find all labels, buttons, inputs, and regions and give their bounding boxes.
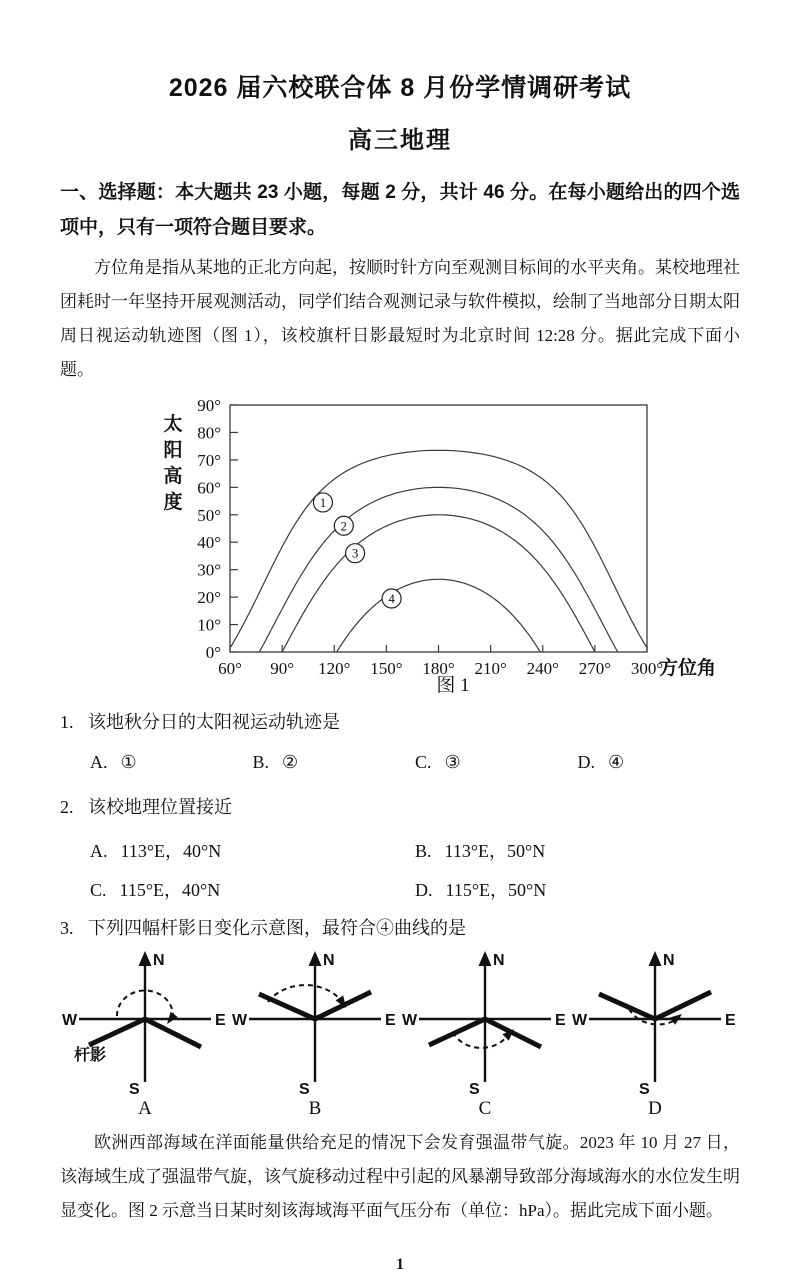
x-tick-label: 120° <box>318 659 351 678</box>
x-tick-label: 150° <box>370 659 403 678</box>
pole-shadow-option-letter-A: A <box>138 1098 152 1119</box>
pole-shadow-diagram-B <box>230 946 400 1098</box>
label-south: S <box>299 1081 310 1098</box>
option-label: B. <box>415 841 432 861</box>
question-2-option-A <box>90 837 415 863</box>
option-text: 113°E，40°N <box>120 841 222 861</box>
label-north: N <box>663 952 675 969</box>
x-tick-label: 240° <box>526 659 559 678</box>
question-2-option-B <box>415 837 740 863</box>
shadow-line-left <box>429 1019 485 1045</box>
y-tick-label: 80° <box>197 423 221 443</box>
y-tick-label: 90° <box>197 398 221 415</box>
curve-marker-number-1: 1 <box>319 494 327 510</box>
label-south: S <box>639 1081 650 1098</box>
pole-shadow-diagram-C <box>400 946 570 1098</box>
question-2-option-C <box>90 876 415 902</box>
pole-shadow-option-letter-C: C <box>478 1098 492 1119</box>
question-1-options-row <box>60 752 740 773</box>
question-1-option-B <box>253 752 416 773</box>
figure-1 <box>60 398 740 696</box>
figure-1-caption: 图 1 <box>436 675 470 696</box>
x-tick-label: 270° <box>578 659 612 678</box>
curve-marker-number-4: 4 <box>388 590 395 606</box>
curve-marker-number-3: 3 <box>351 545 359 561</box>
y-tick-label: 30° <box>197 560 221 580</box>
curve-marker-number-2: 2 <box>340 518 348 534</box>
label-east: E <box>385 1012 396 1029</box>
sun-path-curve-4 <box>337 579 541 652</box>
page-number: 1 <box>396 1256 404 1273</box>
label-west: W <box>232 1012 248 1029</box>
option-label: C. <box>90 880 107 900</box>
option-text: ② <box>282 752 299 772</box>
shadow-line-left <box>599 994 655 1019</box>
north-arrow <box>139 951 152 966</box>
label-south: S <box>129 1081 140 1098</box>
north-arrow <box>649 951 662 966</box>
option-label: B. <box>252 752 270 772</box>
question-3-number: 3. <box>60 918 74 938</box>
passage-cyclone: 欧洲西部海域在洋面能量供给充足的情况下会发育强温带气旋。2023 年 10 月 27 日，该海域生成了强温带气旋，该气旋移动过程中引起的风暴潮导致部分海域海水的水位发生明显变化。图 2 示意当日某时刻该海域海平面气压分布（单位：hPa）。据此完成下面小题。 <box>60 1133 740 1220</box>
option-text: 113°E，50°N <box>444 841 546 861</box>
option-text: 115°E，50°N <box>445 880 547 900</box>
option-text: ③ <box>444 752 461 772</box>
sun-path-chart <box>145 398 765 696</box>
exam-title: 2026 届六校联合体 8 月份学情调研考试 <box>168 74 632 102</box>
y-axis-title-char: 高 <box>163 466 183 487</box>
shadow-annotation: 杆影 <box>74 1047 107 1064</box>
label-north: N <box>153 952 165 969</box>
option-text: ① <box>120 752 137 772</box>
y-tick-label: 60° <box>197 478 221 498</box>
exam-subject: 高三地理 <box>348 127 452 154</box>
question-2-options-row <box>60 876 740 902</box>
question-1-option-D <box>578 752 741 773</box>
x-tick-label: 210° <box>474 659 507 678</box>
label-east: E <box>215 1012 226 1029</box>
passage-azimuth: 方位角是指从某地的正北方向起，按顺时针方向至观测目标间的水平夹角。某校地理社团耗时一年坚持开展观测活动，同学们结合观测记录与软件模拟，绘制了当地部分日期太阳周日视运动轨迹图（图 1），该校旗杆日影最短时为北京时间 12:28 分。据此完成下面小题。 <box>60 258 740 379</box>
x-tick-label: 60° <box>218 659 242 678</box>
question-2-number: 2. <box>60 797 74 817</box>
pole-shadow-diagram-A <box>60 946 230 1098</box>
sun-path-curve-3 <box>282 515 595 652</box>
label-south: S <box>469 1081 480 1098</box>
label-west: W <box>572 1012 588 1029</box>
label-west: W <box>402 1012 418 1029</box>
question-1 <box>60 710 740 734</box>
x-tick-label: 180° <box>422 659 455 678</box>
label-east: E <box>555 1012 566 1029</box>
option-label: A. <box>90 752 108 772</box>
pole-shadow-option-letter-B: B <box>308 1098 322 1119</box>
option-label: D. <box>415 880 433 900</box>
option-label: C. <box>415 752 432 772</box>
option-label: A. <box>90 841 108 861</box>
pole-shadow-option-letter-D: D <box>648 1098 662 1119</box>
shadow-line-left <box>259 994 315 1019</box>
y-tick-label: 20° <box>197 588 221 608</box>
y-tick-label: 50° <box>197 505 221 525</box>
y-axis-title-char: 阳 <box>163 440 183 461</box>
question-1-number: 1. <box>60 712 74 732</box>
y-axis-title-char: 太 <box>163 414 183 435</box>
question-1-option-C <box>415 752 578 773</box>
label-north: N <box>493 952 505 969</box>
x-tick-label: 90° <box>270 659 295 678</box>
shadow-sweep-arc <box>453 1032 509 1048</box>
y-axis-title-char: 度 <box>163 492 183 513</box>
north-arrow <box>479 951 492 966</box>
label-east: E <box>725 1012 736 1029</box>
question-2 <box>60 795 740 819</box>
y-tick-label: 40° <box>197 533 221 553</box>
questions-block <box>60 710 740 940</box>
section-1-heading: 一、选择题：本大题共 23 小题，每题 2 分，共计 46 分。在每小题给出的四个选项中，只有一项符合题目要求。 <box>60 182 740 238</box>
question-1-text: 该地秋分日的太阳视运动轨迹是 <box>88 712 340 732</box>
question-3-text: 下列四幅杆影日变化示意图，最符合④曲线的是 <box>88 918 466 938</box>
y-tick-label: 10° <box>197 615 221 635</box>
option-text: 115°E，40°N <box>119 880 221 900</box>
question-3 <box>60 916 740 940</box>
pole-shadow-option-letters <box>60 1098 740 1120</box>
sun-path-curve-2 <box>259 487 617 652</box>
question-2-option-D <box>415 876 740 902</box>
option-text: ④ <box>608 752 625 772</box>
x-tick-label: 300° <box>630 659 664 678</box>
question-2-options-row <box>60 837 740 863</box>
shadow-line-left <box>89 1019 145 1045</box>
label-north: N <box>323 952 335 969</box>
question-1-option-A <box>90 752 253 773</box>
shadow-line-right <box>145 1019 201 1047</box>
shadow-line-right <box>655 992 711 1019</box>
x-axis-title: 方位角 <box>659 658 717 679</box>
pole-shadow-diagram-D <box>570 946 740 1098</box>
pole-shadow-diagrams <box>60 946 740 1098</box>
sun-path-curve-1 <box>231 450 647 647</box>
north-arrow <box>309 951 322 966</box>
label-west: W <box>62 1012 78 1029</box>
y-tick-label: 70° <box>197 450 221 470</box>
option-label: D. <box>577 752 595 772</box>
question-2-text: 该校地理位置接近 <box>88 797 232 817</box>
shadow-line-right <box>485 1019 541 1047</box>
y-tick-label: 0° <box>205 643 221 662</box>
